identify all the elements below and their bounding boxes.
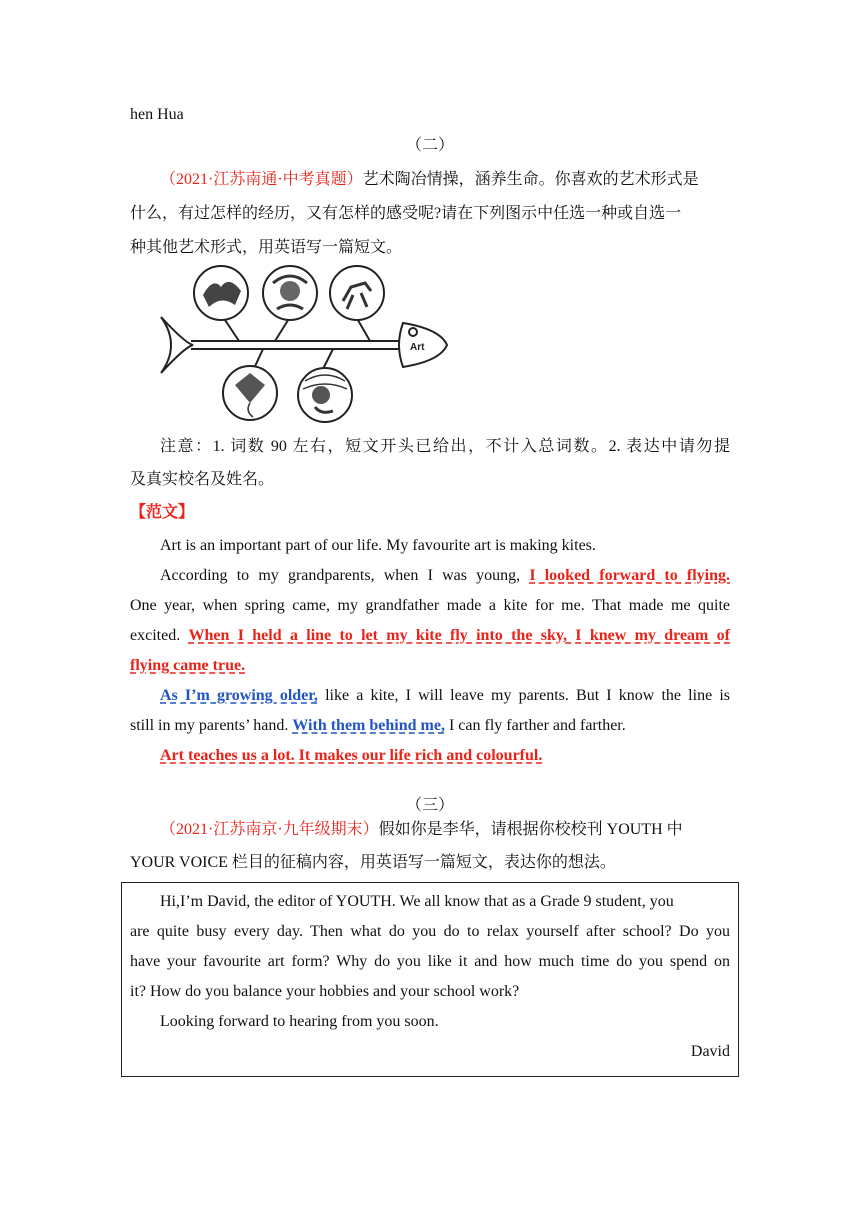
section2-prompt-line1 [160,170,730,190]
essay-line-1: Art is an important part of our life. My favourite art is making kites. [160,537,596,554]
fishbone-art-diagram [155,265,450,425]
section3-prompt-line2: YOUR VOICE 栏目的征稿内容，用英语写一篇短文，表达你的想法。 [130,854,616,871]
section2-prompt-line3: 种其他艺术形式，用英语写一篇短文。 [130,239,403,256]
section2-note-line2: 及真实校名及姓名。 [130,471,275,488]
essay-highlight: I looked forward to flying. [529,567,731,584]
section2-prompt-line2: 什么，有过怎样的经历，又有怎样的感受呢?请在下列图示中任选一种或自选一 [130,205,682,222]
essay-text: like a kite, I will leave my parents. But I know the line is [325,687,730,704]
essay-text: According to my grandparents, when I was young, [160,567,521,584]
essay-highlight: With them behind me, [292,717,445,734]
fishbone-head-label: Art [410,342,425,353]
letter-line-5: Looking forward to hearing from you soon. [160,1013,439,1030]
opera-art-icon [263,266,317,320]
essay-highlight: When I held a line to let my kite fly into the sky, I knew my dream of [188,627,731,644]
painting-horse-art-icon [330,266,384,320]
dance-art-icon [194,266,248,320]
letter-line-2: are quite busy every day. Then what do you do to relax yourself after school? Do you [130,923,730,940]
kite-art-icon [223,366,277,420]
section2-prompt-text: 艺术陶冶情操，涵养生命。你喜欢的艺术形式是 [362,171,699,188]
essay-line-8 [160,746,730,766]
section2-note-line1: 注意：1. 词数 90 左右，短文开头已给出，不计入总词数。2. 表达中请勿提 [160,438,730,455]
section2-source: （2021·江苏南通·中考真题） [160,171,363,188]
section3-title: （三） [405,797,454,814]
essay-text: still in my parents’ hand. [130,717,289,734]
fish-eye-icon [409,328,417,336]
essay-line-4 [130,626,730,646]
essay-highlight: flying came true. [130,657,246,674]
section3-prompt-line1 [160,820,730,840]
essay-text: excited. [130,627,181,644]
essay-line-2 [160,566,730,586]
music-art-icon [298,368,352,422]
essay-line-7 [130,716,730,736]
essay-text: I can fly farther and farther. [448,717,626,734]
essay-highlight: Art teaches us a lot. It makes our life rich and colourful. [160,747,543,764]
letter-line-4: it? How do you balance your hobbies and your school work? [130,983,520,1000]
essay-line-5 [130,656,730,676]
section2-title: （二） [405,137,454,154]
essay-line-3: One year, when spring came, my grandfather made a kite for me. That made me quite [130,597,730,614]
letter-signature: David [690,1043,730,1060]
section3-source: （2021·江苏南京·九年级期末） [160,821,379,838]
letter-line-1: Hi,I’m David, the editor of YOUTH. We all know that as a Grade 9 student, you [160,893,674,910]
letter-line-3: have your favourite art form? Why do you like it and how much time do you spend on [130,953,730,970]
essay-line-6 [160,686,730,706]
essay-highlight: As I’m growing older, [160,687,318,704]
section3-prompt-text: 假如你是李华，请根据你校校刊 YOUTH 中 [378,821,683,838]
top-fragment: hen Hua [130,106,184,123]
model-essay-heading: 【范文】 [130,504,195,521]
